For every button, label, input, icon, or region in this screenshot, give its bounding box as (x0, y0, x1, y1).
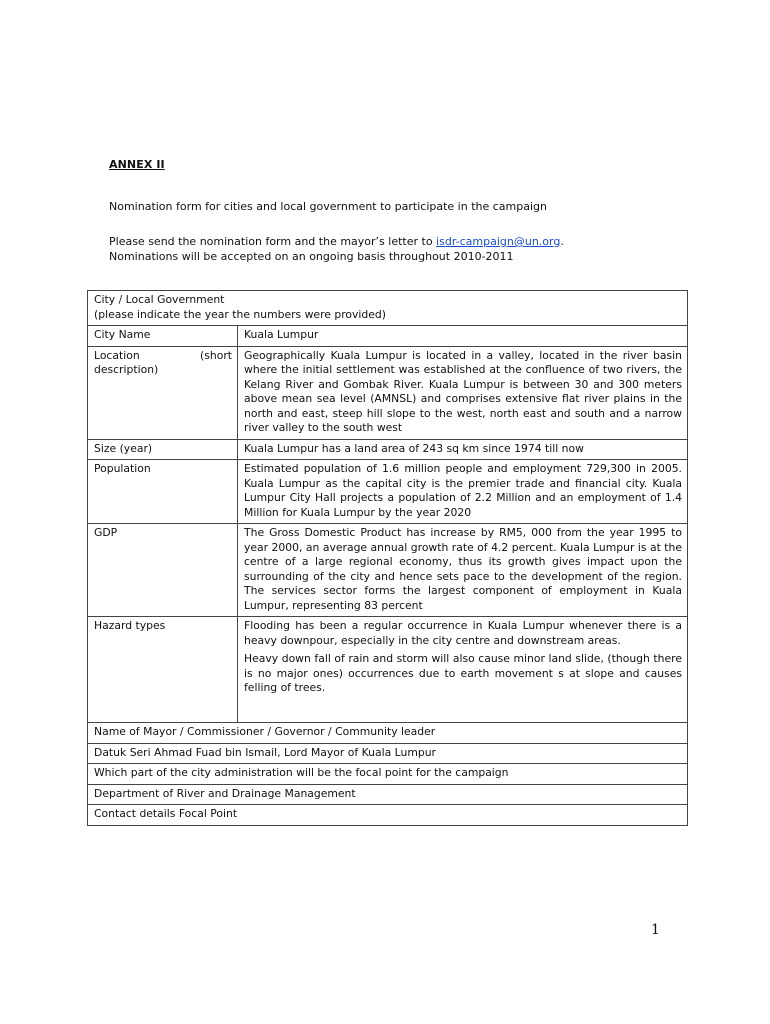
hazard-paragraph-2: Heavy down fall of rain and storm will also cause minor land slide, (though there is no major ones) occurrences due to earth movement s at slope and causes felling of trees. (244, 652, 682, 694)
send-line-2: Nominations will be accepted on an ongoing basis throughout 2010-2011 (109, 250, 514, 263)
table-row (88, 743, 688, 764)
table-row (88, 617, 688, 723)
header-cell (88, 291, 688, 326)
table-row (88, 805, 688, 826)
submission-instructions (109, 234, 665, 264)
table-row (88, 326, 688, 347)
header-line-1: City / Local Government (94, 293, 225, 306)
city-name-value: Kuala Lumpur (238, 326, 688, 347)
population-value: Estimated population of 1.6 million people and employment 729,300 in 2005. Kuala Lumpur as the capital city is the premier trade and financial city. Kuala Lumpur City Hall projects a population of 2.2 Million and an employment of 1.4 Million for Kuala Lumpur by the year 2020 (238, 460, 688, 524)
mayor-value: Datuk Seri Ahmad Fuad bin Ismail, Lord Mayor of Kuala Lumpur (88, 743, 688, 764)
focal-point-value: Department of River and Drainage Management (88, 784, 688, 805)
mayor-label: Name of Mayor / Commissioner / Governor / Community leader (88, 723, 688, 744)
gdp-value: The Gross Domestic Product has increase by RM5, 000 from the year 1995 to year 2000, an average annual growth rate of 4.2 percent. Kuala Lumpur is at the centre of a large regional economy, thus its growth gives impact upon the surrounding of the city and hence sets pace to the development of the region. The services sector forms the largest component of employment in Kuala Lumpur, representing 83 percent (238, 524, 688, 617)
location-label-c: description) (94, 363, 159, 376)
table-row (88, 764, 688, 785)
table-row (88, 784, 688, 805)
location-value: Geographically Kuala Lumpur is located in a valley, located in the river basin where the initial settlement was established at the confluence of two rivers, the Kelang River and Gombak River. Kuala Lumpur is between 30 and 300 meters above mean sea level (AMNSL) and comprises extensive flat river plains in the north and east, steep hill slope to the west, north east and south and a narrow river valley to the south west (238, 346, 688, 439)
table-row (88, 291, 688, 326)
table-row (88, 439, 688, 460)
hazard-value (238, 617, 688, 723)
annex-title: ANNEX II (109, 158, 165, 171)
nomination-form-table (87, 290, 688, 826)
send-suffix: . (560, 235, 564, 248)
city-name-label: City Name (88, 326, 238, 347)
focal-point-label: Which part of the city administration will be the focal point for the campaign (88, 764, 688, 785)
size-label: Size (year) (88, 439, 238, 460)
location-label-a: Location (94, 348, 140, 362)
location-label (88, 346, 238, 439)
table-row (88, 723, 688, 744)
header-line-2: (please indicate the year the numbers were provided) (94, 307, 386, 321)
contact-details-label: Contact details Focal Point (88, 805, 688, 826)
gdp-label: GDP (88, 524, 238, 617)
location-label-b: (short (200, 348, 232, 362)
table-row (88, 524, 688, 617)
email-link[interactable]: isdr-campaign@un.org (436, 235, 561, 248)
hazard-paragraph-1: Flooding has been a regular occurrence in Kuala Lumpur whenever there is a heavy downpour, especially in the city centre and downstream areas. (244, 619, 682, 647)
hazard-label: Hazard types (88, 617, 238, 723)
intro-text: Nomination form for cities and local government to participate in the campaign (109, 200, 547, 213)
table-row (88, 460, 688, 524)
page-number: 1 (651, 922, 660, 938)
table-row (88, 346, 688, 439)
population-label: Population (88, 460, 238, 524)
send-prefix: Please send the nomination form and the mayor’s letter to (109, 235, 437, 248)
size-value: Kuala Lumpur has a land area of 243 sq km since 1974 till now (238, 439, 688, 460)
